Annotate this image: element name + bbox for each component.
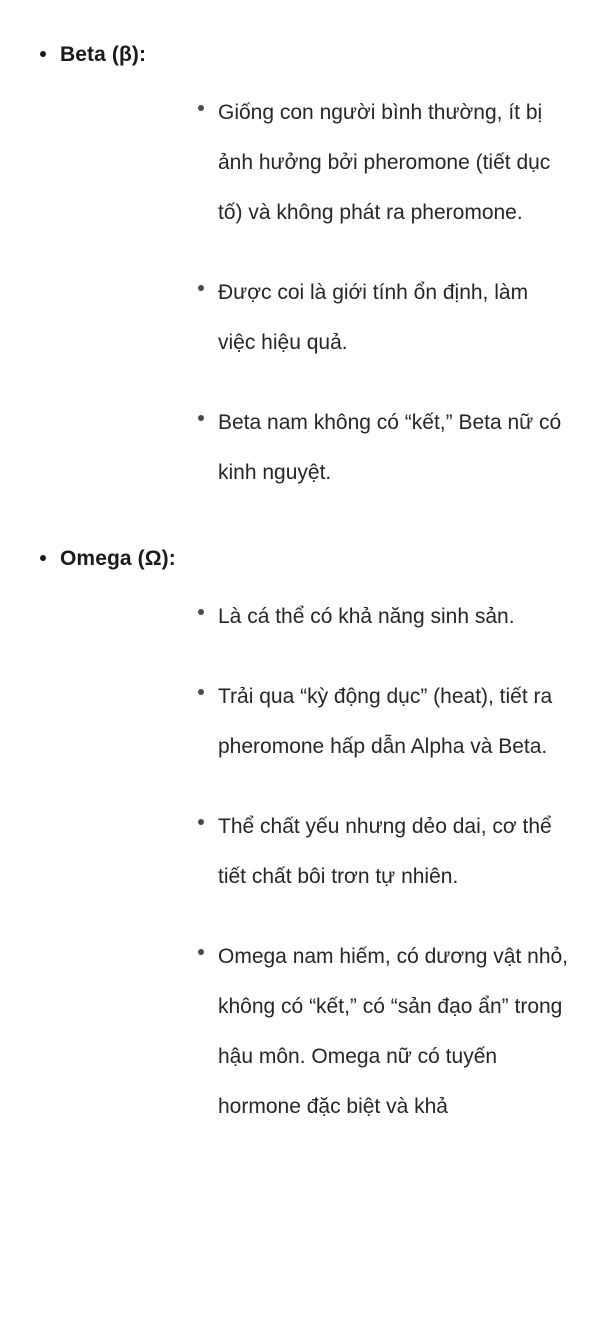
- list-item-text: Trải qua “kỳ động dục” (heat), tiết ra pheromone hấp dẫn Alpha và Beta.: [218, 685, 553, 758]
- outline-list: [30, 40, 570, 1132]
- section-omega: [30, 544, 570, 1132]
- bullet-icon: [198, 415, 204, 421]
- bullet-icon: [40, 51, 46, 57]
- list-item: [190, 88, 570, 238]
- section-heading-beta: Beta (β):: [60, 43, 147, 66]
- bullet-icon: [40, 555, 46, 561]
- list-item: [190, 398, 570, 498]
- list-item: [190, 592, 570, 642]
- bullet-icon: [198, 819, 204, 825]
- list-item-text: Beta nam không có “kết,” Beta nữ có kinh nguyệt.: [218, 411, 562, 484]
- bullet-icon: [198, 689, 204, 695]
- section-omega-items: [60, 592, 570, 1132]
- list-item-text: Là cá thể có khả năng sinh sản.: [218, 605, 515, 628]
- bullet-icon: [198, 609, 204, 615]
- list-item-text: Omega nam hiếm, có dương vật nhỏ, không có “kết,” có “sản đạo ẩn” trong hậu môn. Omega nữ có tuyến hormone đặc biệt và khả: [218, 945, 569, 1118]
- list-item-text: Giống con người bình thường, ít bị ảnh hưởng bởi pheromone (tiết dục tố) và không phát ra pheromone.: [218, 101, 551, 224]
- section-heading-omega: Omega (Ω):: [60, 547, 176, 570]
- section-beta: [30, 40, 570, 498]
- section-spacer: [30, 506, 570, 544]
- bullet-icon: [198, 285, 204, 291]
- bullet-icon: [198, 105, 204, 111]
- list-item-text: Được coi là giới tính ổn định, làm việc hiệu quả.: [218, 281, 529, 354]
- list-item-text: Thể chất yếu nhưng dẻo dai, cơ thể tiết chất bôi trơn tự nhiên.: [218, 815, 552, 888]
- list-item: [190, 672, 570, 772]
- list-item: [190, 268, 570, 368]
- section-beta-items: [60, 88, 570, 498]
- list-item: [190, 802, 570, 902]
- list-item: [190, 932, 570, 1132]
- bullet-icon: [198, 949, 204, 955]
